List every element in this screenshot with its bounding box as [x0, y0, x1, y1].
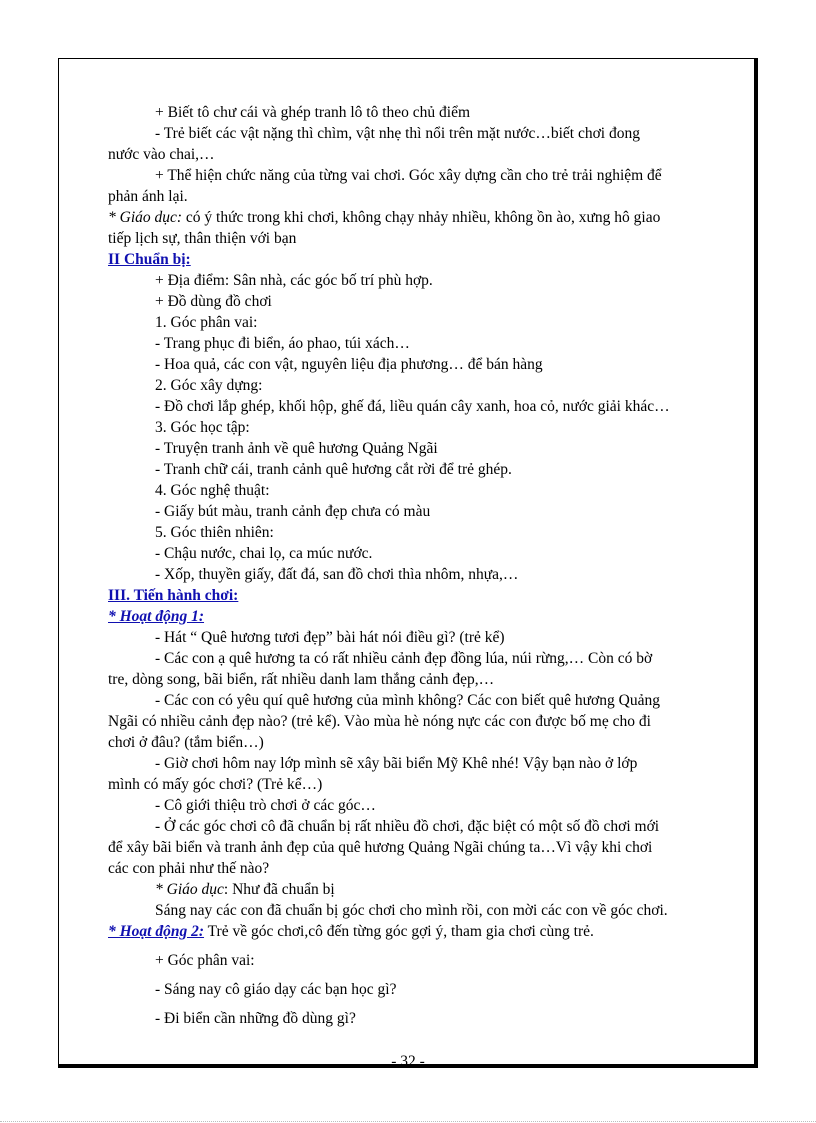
text-line: - Đi biển cần những đồ dùng gì?: [155, 1010, 356, 1027]
text-line: - Chậu nước, chai lọ, ca múc nước.: [155, 545, 373, 562]
text-line: - Hát “ Quê hương tươi đẹp” bài hát nói điều gì? (trẻ kể): [155, 629, 505, 646]
text-line: 5. Góc thiên nhiên:: [155, 524, 274, 541]
text-line: : Như đã chuẩn bị: [223, 881, 335, 898]
education-note: [108, 207, 733, 228]
text-line: - Ở các góc chơi cô đã chuẩn bị rất nhiều đồ chơi, đặc biệt có một số đồ chơi mới: [155, 818, 660, 835]
text-line: - Tranh chữ cái, tranh cảnh quê hương cắt rời để trẻ ghép.: [155, 461, 512, 478]
text-line: phản ánh lại.: [108, 188, 188, 205]
text-line: - Giờ chơi hôm nay lớp mình sẽ xây bãi biển Mỹ Khê nhé! Vậy bạn nào ở lớp: [155, 755, 638, 772]
text-line: tre, dòng song, bãi biển, rất nhiều danh lam thắng cảnh đẹp,…: [108, 671, 495, 688]
section-heading-tien-hanh: III. Tiến hành chơi:: [108, 587, 239, 604]
education-label: * Giáo dục: [155, 881, 224, 898]
text-line: các con phải như thế nào?: [108, 860, 270, 877]
text-line: tiếp lịch sự, thân thiện với bạn: [108, 230, 297, 247]
text-line: 2. Góc xây dựng:: [155, 377, 263, 394]
text-line: - Trang phục đi biển, áo phao, túi xách…: [155, 335, 410, 352]
text-line: + Biết tô chư cái và ghép tranh lô tô theo chủ điểm: [155, 104, 471, 121]
activity-heading-2: * Hoạt động 2:: [108, 923, 205, 940]
text-line: Trẻ về góc chơi,cô đến từng góc gợi ý, tham gia chơi cùng trẻ.: [204, 923, 594, 940]
text-line: + Thể hiện chức năng của từng vai chơi. Góc xây dựng cần cho trẻ trải nghiệm để: [155, 167, 662, 184]
text-line: - Cô giới thiệu trò chơi ở các góc…: [155, 797, 376, 814]
document-body: [108, 102, 733, 1029]
text-line: Ngãi có nhiều cảnh đẹp nào? (trẻ kể). Vào mùa hè nóng nực các con được bố mẹ cho đi: [108, 713, 651, 730]
text-line: - Truyện tranh ảnh về quê hương Quảng Ngãi: [155, 440, 438, 457]
text-line: có ý thức trong khi chơi, không chạy nhảy nhiều, không ồn ào, xưng hô giao: [182, 209, 661, 226]
text-line: - Các con có yêu quí quê hương của mình không? Các con biết quê hương Quảng: [155, 692, 660, 709]
text-line: 4. Góc nghệ thuật:: [155, 482, 270, 499]
text-line: - Hoa quả, các con vật, nguyên liệu địa phương… để bán hàng: [155, 356, 543, 373]
text-line: nước vào chai,…: [108, 146, 215, 163]
bottom-dotted-rule: [0, 1121, 816, 1122]
education-note: [108, 879, 733, 900]
text-line: - Trẻ biết các vật nặng thì chìm, vật nhẹ thì nổi trên mặt nước…biết chơi đong: [155, 125, 640, 142]
text-line: mình có mấy góc chơi? (Trẻ kể…): [108, 776, 323, 793]
activity-2-line: [108, 921, 733, 942]
text-line: để xây bãi biển và tranh ảnh đẹp của quê hương Quảng Ngãi chúng ta…Vì vậy khi chơi: [108, 839, 653, 856]
text-line: + Địa điểm: Sân nhà, các góc bố trí phù hợp.: [155, 272, 433, 289]
page-number: - 32 -: [391, 1053, 425, 1070]
text-line: - Các con ạ quê hương ta có rất nhiều cảnh đẹp đồng lúa, núi rừng,… Còn có bờ: [155, 650, 653, 667]
text-line: - Giấy bút màu, tranh cảnh đẹp chưa có màu: [155, 503, 431, 520]
text-line: - Sáng nay cô giáo dạy các bạn học gì?: [155, 981, 397, 998]
text-line: - Đồ chơi lắp ghép, khối hộp, ghế đá, liều quán cây xanh, hoa cỏ, nước giải khác…: [155, 398, 670, 415]
text-line: + Đồ dùng đồ chơi: [155, 293, 272, 310]
activity-heading-1: * Hoạt động 1:: [108, 608, 205, 625]
text-line: + Góc phân vai:: [155, 952, 255, 969]
education-label: * Giáo dục:: [108, 209, 183, 226]
text-line: 1. Góc phân vai:: [155, 314, 258, 331]
text-line: - Xốp, thuyền giấy, đất đá, san đồ chơi thìa nhôm, nhựa,…: [155, 566, 519, 583]
text-line: chơi ở đâu? (tắm biển…): [108, 734, 264, 751]
text-line: 3. Góc học tập:: [155, 419, 250, 436]
section-heading-chuan-bi: II Chuẩn bị:: [108, 251, 191, 268]
text-line: Sáng nay các con đã chuẩn bị góc chơi cho mình rồi, con mời các con về góc chơi.: [155, 902, 668, 919]
